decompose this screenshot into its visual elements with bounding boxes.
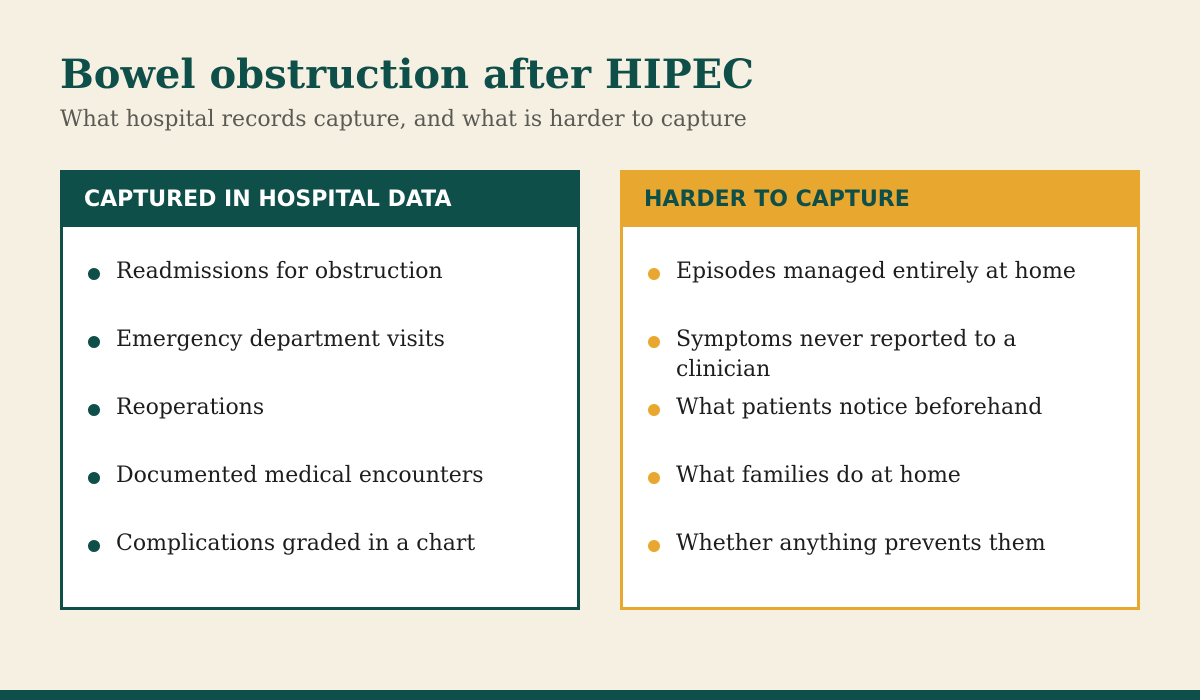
bullet-icon xyxy=(648,404,660,416)
list-item-text: Symptoms never reported to a clinician xyxy=(676,327,1017,382)
bullet-icon xyxy=(88,472,100,484)
bullet-icon xyxy=(88,404,100,416)
list-item-text: Complications graded in a chart xyxy=(116,531,476,556)
list-item-text: Episodes managed entirely at home xyxy=(676,259,1076,284)
captured-panel xyxy=(60,170,580,610)
page-title: Bowel obstruction after HIPEC xyxy=(60,51,754,98)
harder-to-capture-panel-header: HARDER TO CAPTURE xyxy=(623,173,1137,227)
footer-bar xyxy=(0,690,1200,700)
list-item-text: What families do at home xyxy=(676,463,961,488)
list-item-text: What patients notice beforehand xyxy=(676,395,1043,420)
bullet-icon xyxy=(648,336,660,348)
page-subtitle: What hospital records capture, and what is harder to capture xyxy=(60,107,747,132)
list-item-text: Emergency department visits xyxy=(116,327,445,352)
bullet-icon xyxy=(648,540,660,552)
bullet-icon xyxy=(648,268,660,280)
bullet-icon xyxy=(648,472,660,484)
bullet-icon xyxy=(88,540,100,552)
list-item-text: Readmissions for obstruction xyxy=(116,259,443,284)
harder-to-capture-panel xyxy=(620,170,1140,610)
bullet-icon xyxy=(88,268,100,280)
captured-panel-header: CAPTURED IN HOSPITAL DATA xyxy=(63,173,577,227)
list-item-text: Whether anything prevents them xyxy=(676,531,1046,556)
bullet-icon xyxy=(88,336,100,348)
list-item-text: Reoperations xyxy=(116,395,265,420)
list-item-text: Documented medical encounters xyxy=(116,463,484,488)
